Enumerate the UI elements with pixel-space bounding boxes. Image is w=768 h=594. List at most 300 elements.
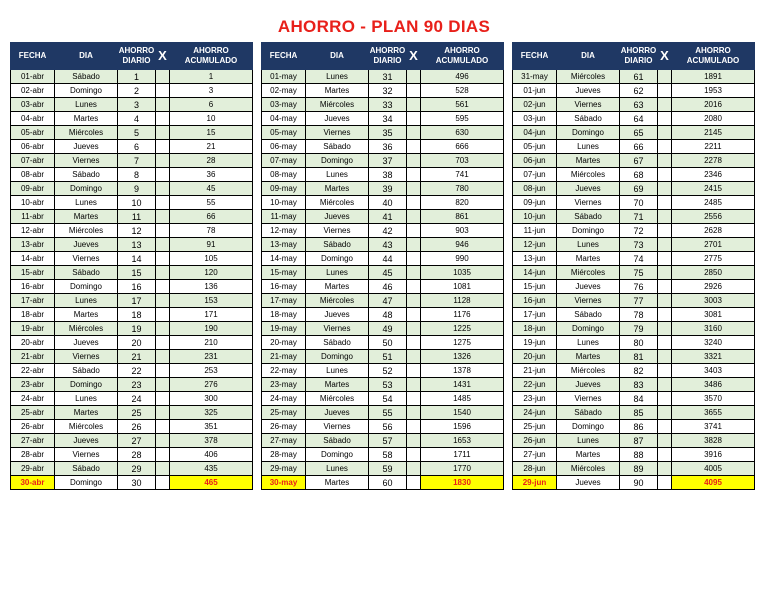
cell-ahorro-acumulado: 276	[170, 378, 253, 392]
cell-x	[156, 196, 170, 210]
cell-x	[658, 126, 672, 140]
cell-fecha: 15-abr	[11, 266, 55, 280]
cell-x	[407, 448, 421, 462]
cell-dia: Viernes	[306, 126, 369, 140]
cell-x	[407, 182, 421, 196]
cell-x	[407, 434, 421, 448]
cell-ahorro-diario: 52	[369, 364, 407, 378]
table-row	[513, 154, 755, 168]
cell-fecha: 05-may	[262, 126, 306, 140]
cell-ahorro-acumulado: 496	[421, 70, 504, 84]
cell-ahorro-acumulado: 1830	[421, 476, 504, 490]
cell-dia: Domingo	[55, 378, 118, 392]
cell-fecha: 19-jun	[513, 336, 557, 350]
table-row	[11, 252, 253, 266]
cell-ahorro-diario: 37	[369, 154, 407, 168]
cell-ahorro-diario: 82	[620, 364, 658, 378]
cell-x	[156, 112, 170, 126]
cell-fecha: 31-may	[513, 70, 557, 84]
cell-fecha: 14-jun	[513, 266, 557, 280]
cell-x	[407, 364, 421, 378]
cell-ahorro-diario: 32	[369, 84, 407, 98]
table-row	[513, 210, 755, 224]
cell-x	[156, 224, 170, 238]
cell-ahorro-acumulado: 780	[421, 182, 504, 196]
cell-ahorro-diario: 53	[369, 378, 407, 392]
cell-fecha: 26-abr	[11, 420, 55, 434]
table-row	[262, 266, 504, 280]
table-row	[262, 392, 504, 406]
table-row	[513, 364, 755, 378]
cell-dia: Domingo	[306, 448, 369, 462]
header-fecha: FECHA	[262, 43, 306, 70]
table-row	[262, 98, 504, 112]
cell-dia: Viernes	[55, 154, 118, 168]
cell-fecha: 26-may	[262, 420, 306, 434]
cell-x	[407, 378, 421, 392]
table-row	[262, 112, 504, 126]
table-row	[11, 336, 253, 350]
header-ahorro-diario	[118, 43, 156, 70]
table-row	[11, 406, 253, 420]
table-row	[11, 434, 253, 448]
cell-x	[407, 224, 421, 238]
cell-ahorro-acumulado: 561	[421, 98, 504, 112]
header-fecha: FECHA	[11, 43, 55, 70]
cell-ahorro-acumulado: 2926	[672, 280, 755, 294]
table-row	[513, 294, 755, 308]
cell-x	[156, 434, 170, 448]
cell-fecha: 22-abr	[11, 364, 55, 378]
cell-dia: Jueves	[557, 476, 620, 490]
cell-x	[407, 462, 421, 476]
cell-x	[156, 182, 170, 196]
cell-ahorro-diario: 25	[118, 406, 156, 420]
cell-dia: Martes	[557, 154, 620, 168]
cell-ahorro-acumulado: 55	[170, 196, 253, 210]
cell-ahorro-acumulado: 406	[170, 448, 253, 462]
table-row	[262, 280, 504, 294]
cell-ahorro-diario: 63	[620, 98, 658, 112]
cell-x	[658, 364, 672, 378]
table-row	[262, 70, 504, 84]
cell-ahorro-diario: 61	[620, 70, 658, 84]
savings-table-june	[512, 42, 755, 490]
table-row	[11, 364, 253, 378]
cell-ahorro-diario: 26	[118, 420, 156, 434]
cell-fecha: 18-jun	[513, 322, 557, 336]
table-row	[513, 462, 755, 476]
cell-fecha: 09-abr	[11, 182, 55, 196]
table-row	[262, 168, 504, 182]
page-title: AHORRO - PLAN 90 DIAS	[277, 17, 491, 36]
cell-ahorro-diario: 16	[118, 280, 156, 294]
table-row	[513, 434, 755, 448]
cell-fecha: 20-may	[262, 336, 306, 350]
cell-dia: Sábado	[306, 336, 369, 350]
cell-ahorro-diario: 65	[620, 126, 658, 140]
header-ahorro-diario-line2: DIARIO	[373, 56, 402, 65]
cell-ahorro-acumulado: 435	[170, 462, 253, 476]
table-row	[513, 322, 755, 336]
cell-dia: Jueves	[55, 140, 118, 154]
cell-ahorro-acumulado: 820	[421, 196, 504, 210]
cell-fecha: 08-may	[262, 168, 306, 182]
cell-fecha: 03-may	[262, 98, 306, 112]
cell-ahorro-acumulado: 325	[170, 406, 253, 420]
table-row	[262, 434, 504, 448]
table-row	[262, 196, 504, 210]
cell-x	[658, 98, 672, 112]
cell-dia: Jueves	[557, 378, 620, 392]
cell-dia: Domingo	[557, 420, 620, 434]
cell-dia: Sábado	[557, 308, 620, 322]
cell-ahorro-acumulado: 2211	[672, 140, 755, 154]
cell-x	[658, 280, 672, 294]
cell-ahorro-acumulado: 28	[170, 154, 253, 168]
cell-fecha: 14-may	[262, 252, 306, 266]
cell-fecha: 03-jun	[513, 112, 557, 126]
cell-x	[407, 266, 421, 280]
cell-dia: Miércoles	[306, 196, 369, 210]
cell-x	[407, 140, 421, 154]
table-row	[11, 420, 253, 434]
cell-dia: Sábado	[557, 210, 620, 224]
cell-ahorro-acumulado: 10	[170, 112, 253, 126]
cell-ahorro-acumulado: 1225	[421, 322, 504, 336]
table-row	[262, 462, 504, 476]
cell-ahorro-acumulado: 21	[170, 140, 253, 154]
cell-x	[658, 224, 672, 238]
cell-ahorro-acumulado: 990	[421, 252, 504, 266]
cell-ahorro-diario: 5	[118, 126, 156, 140]
cell-ahorro-acumulado: 3828	[672, 434, 755, 448]
header-ahorro-diario	[620, 43, 658, 70]
cell-dia: Martes	[55, 406, 118, 420]
cell-dia: Sábado	[55, 70, 118, 84]
cell-dia: Lunes	[55, 294, 118, 308]
cell-fecha: 16-may	[262, 280, 306, 294]
cell-fecha: 06-jun	[513, 154, 557, 168]
cell-fecha: 02-abr	[11, 84, 55, 98]
table-row	[262, 378, 504, 392]
cell-ahorro-diario: 43	[369, 238, 407, 252]
cell-ahorro-diario: 79	[620, 322, 658, 336]
table-row	[262, 126, 504, 140]
cell-fecha: 07-jun	[513, 168, 557, 182]
table-row	[513, 378, 755, 392]
cell-fecha: 09-may	[262, 182, 306, 196]
table-row	[11, 280, 253, 294]
table-row	[513, 196, 755, 210]
cell-x	[658, 406, 672, 420]
cell-x	[658, 434, 672, 448]
cell-ahorro-diario: 80	[620, 336, 658, 350]
cell-ahorro-acumulado: 2485	[672, 196, 755, 210]
cell-ahorro-diario: 39	[369, 182, 407, 196]
cell-ahorro-diario: 20	[118, 336, 156, 350]
cell-dia: Sábado	[55, 168, 118, 182]
cell-dia: Jueves	[306, 308, 369, 322]
cell-ahorro-acumulado: 1275	[421, 336, 504, 350]
cell-x	[156, 462, 170, 476]
cell-dia: Viernes	[557, 392, 620, 406]
table-row	[262, 140, 504, 154]
cell-ahorro-diario: 4	[118, 112, 156, 126]
cell-dia: Jueves	[306, 112, 369, 126]
cell-dia: Miércoles	[557, 462, 620, 476]
table-row	[11, 392, 253, 406]
cell-fecha: 05-abr	[11, 126, 55, 140]
table-row	[11, 126, 253, 140]
cell-ahorro-diario: 27	[118, 434, 156, 448]
cell-ahorro-diario: 47	[369, 294, 407, 308]
cell-x	[156, 154, 170, 168]
table-row	[262, 322, 504, 336]
header-ahorro-acumulado	[170, 43, 253, 70]
cell-fecha: 02-jun	[513, 98, 557, 112]
cell-ahorro-acumulado: 2775	[672, 252, 755, 266]
cell-dia: Lunes	[306, 70, 369, 84]
cell-fecha: 16-jun	[513, 294, 557, 308]
cell-ahorro-acumulado: 3081	[672, 308, 755, 322]
cell-x	[156, 406, 170, 420]
cell-fecha: 24-may	[262, 392, 306, 406]
cell-fecha: 14-abr	[11, 252, 55, 266]
cell-x	[658, 84, 672, 98]
table-row	[11, 210, 253, 224]
table-row	[262, 238, 504, 252]
cell-ahorro-diario: 86	[620, 420, 658, 434]
table-row	[513, 476, 755, 490]
table-row	[11, 448, 253, 462]
cell-ahorro-acumulado: 4005	[672, 462, 755, 476]
table-row	[513, 448, 755, 462]
cell-ahorro-acumulado: 1326	[421, 350, 504, 364]
cell-x	[658, 448, 672, 462]
cell-ahorro-acumulado: 946	[421, 238, 504, 252]
cell-x	[407, 476, 421, 490]
cell-fecha: 12-may	[262, 224, 306, 238]
cell-fecha: 16-abr	[11, 280, 55, 294]
cell-x	[156, 168, 170, 182]
table-row	[513, 252, 755, 266]
header-x: X	[156, 43, 170, 70]
cell-x	[407, 392, 421, 406]
cell-x	[156, 252, 170, 266]
cell-dia: Sábado	[55, 462, 118, 476]
cell-ahorro-diario: 14	[118, 252, 156, 266]
table-row	[513, 280, 755, 294]
cell-ahorro-acumulado: 171	[170, 308, 253, 322]
table-header-row	[262, 43, 504, 70]
cell-fecha: 08-abr	[11, 168, 55, 182]
cell-dia: Viernes	[306, 224, 369, 238]
cell-dia: Martes	[306, 182, 369, 196]
cell-fecha: 15-jun	[513, 280, 557, 294]
cell-ahorro-acumulado: 1176	[421, 308, 504, 322]
cell-dia: Domingo	[55, 182, 118, 196]
savings-table-april	[10, 42, 253, 490]
header-ahorro-diario	[369, 43, 407, 70]
cell-ahorro-diario: 71	[620, 210, 658, 224]
cell-fecha: 29-jun	[513, 476, 557, 490]
cell-ahorro-acumulado: 45	[170, 182, 253, 196]
cell-dia: Miércoles	[557, 364, 620, 378]
cell-ahorro-diario: 18	[118, 308, 156, 322]
cell-dia: Jueves	[55, 336, 118, 350]
cell-dia: Martes	[557, 448, 620, 462]
cell-x	[658, 266, 672, 280]
cell-x	[658, 182, 672, 196]
cell-ahorro-acumulado: 66	[170, 210, 253, 224]
table-row	[262, 308, 504, 322]
cell-x	[658, 476, 672, 490]
cell-fecha: 26-jun	[513, 434, 557, 448]
header-x: X	[407, 43, 421, 70]
cell-dia: Jueves	[557, 280, 620, 294]
cell-ahorro-acumulado: 78	[170, 224, 253, 238]
cell-ahorro-acumulado: 1035	[421, 266, 504, 280]
cell-x	[156, 350, 170, 364]
cell-x	[156, 98, 170, 112]
cell-dia: Domingo	[306, 252, 369, 266]
cell-x	[407, 70, 421, 84]
header-ahorro-acumulado-line1: AHORRO	[695, 46, 731, 55]
cell-ahorro-acumulado: 2415	[672, 182, 755, 196]
table-row	[11, 378, 253, 392]
cell-fecha: 28-may	[262, 448, 306, 462]
cell-fecha: 17-jun	[513, 308, 557, 322]
cell-dia: Martes	[306, 476, 369, 490]
cell-ahorro-diario: 85	[620, 406, 658, 420]
cell-ahorro-diario: 70	[620, 196, 658, 210]
cell-ahorro-diario: 41	[369, 210, 407, 224]
cell-x	[156, 308, 170, 322]
cell-fecha: 01-abr	[11, 70, 55, 84]
table-row	[513, 420, 755, 434]
table-body	[262, 70, 504, 490]
cell-ahorro-diario: 89	[620, 462, 658, 476]
header-ahorro-acumulado-line2: ACUMULADO	[435, 56, 489, 65]
table-row	[262, 84, 504, 98]
cell-dia: Lunes	[557, 238, 620, 252]
cell-ahorro-acumulado: 3	[170, 84, 253, 98]
cell-dia: Miércoles	[55, 126, 118, 140]
cell-fecha: 23-may	[262, 378, 306, 392]
cell-ahorro-diario: 22	[118, 364, 156, 378]
cell-dia: Viernes	[55, 252, 118, 266]
cell-dia: Martes	[306, 378, 369, 392]
cell-dia: Lunes	[306, 266, 369, 280]
cell-dia: Lunes	[557, 434, 620, 448]
header-ahorro-diario-line1: AHORRO	[620, 46, 657, 55]
cell-ahorro-diario: 12	[118, 224, 156, 238]
table-row	[513, 84, 755, 98]
cell-ahorro-diario: 50	[369, 336, 407, 350]
cell-ahorro-acumulado: 3003	[672, 294, 755, 308]
cell-x	[407, 168, 421, 182]
cell-dia: Martes	[55, 308, 118, 322]
cell-fecha: 08-jun	[513, 182, 557, 196]
cell-dia: Martes	[557, 350, 620, 364]
cell-ahorro-acumulado: 528	[421, 84, 504, 98]
cell-dia: Martes	[306, 280, 369, 294]
cell-ahorro-acumulado: 3321	[672, 350, 755, 364]
table-row	[11, 322, 253, 336]
cell-ahorro-diario: 42	[369, 224, 407, 238]
cell-dia: Miércoles	[557, 266, 620, 280]
cell-ahorro-diario: 13	[118, 238, 156, 252]
cell-ahorro-diario: 78	[620, 308, 658, 322]
cell-fecha: 06-may	[262, 140, 306, 154]
cell-ahorro-diario: 45	[369, 266, 407, 280]
cell-fecha: 04-may	[262, 112, 306, 126]
cell-x	[156, 448, 170, 462]
table-row	[11, 476, 253, 490]
cell-x	[407, 350, 421, 364]
cell-x	[407, 98, 421, 112]
cell-dia: Jueves	[55, 434, 118, 448]
cell-x	[658, 336, 672, 350]
cell-ahorro-acumulado: 1485	[421, 392, 504, 406]
cell-ahorro-diario: 81	[620, 350, 658, 364]
cell-ahorro-acumulado: 2556	[672, 210, 755, 224]
cell-fecha: 17-may	[262, 294, 306, 308]
table-row	[513, 182, 755, 196]
table-row	[262, 224, 504, 238]
cell-x	[156, 420, 170, 434]
cell-ahorro-acumulado: 3486	[672, 378, 755, 392]
cell-ahorro-diario: 9	[118, 182, 156, 196]
cell-ahorro-acumulado: 3570	[672, 392, 755, 406]
table-row	[262, 210, 504, 224]
cell-ahorro-diario: 60	[369, 476, 407, 490]
cell-fecha: 12-jun	[513, 238, 557, 252]
cell-ahorro-diario: 54	[369, 392, 407, 406]
cell-x	[407, 238, 421, 252]
cell-ahorro-acumulado: 3240	[672, 336, 755, 350]
cell-dia: Lunes	[557, 336, 620, 350]
cell-ahorro-acumulado: 378	[170, 434, 253, 448]
cell-ahorro-acumulado: 1431	[421, 378, 504, 392]
cell-ahorro-diario: 84	[620, 392, 658, 406]
cell-ahorro-diario: 46	[369, 280, 407, 294]
cell-ahorro-acumulado: 2346	[672, 168, 755, 182]
cell-dia: Martes	[55, 210, 118, 224]
table-row	[11, 168, 253, 182]
cell-fecha: 13-may	[262, 238, 306, 252]
cell-ahorro-diario: 35	[369, 126, 407, 140]
cell-x	[407, 308, 421, 322]
cell-dia: Lunes	[306, 364, 369, 378]
table-row	[513, 238, 755, 252]
header-dia: DIA	[306, 43, 369, 70]
header-ahorro-acumulado-line1: AHORRO	[444, 46, 480, 55]
cell-x	[658, 154, 672, 168]
cell-ahorro-diario: 31	[369, 70, 407, 84]
table-body	[513, 70, 755, 490]
cell-ahorro-acumulado: 190	[170, 322, 253, 336]
cell-dia: Viernes	[306, 420, 369, 434]
table-row	[513, 140, 755, 154]
cell-ahorro-acumulado: 2016	[672, 98, 755, 112]
header-ahorro-diario-line2: DIARIO	[122, 56, 151, 65]
cell-ahorro-diario: 87	[620, 434, 658, 448]
cell-ahorro-acumulado: 465	[170, 476, 253, 490]
cell-ahorro-diario: 21	[118, 350, 156, 364]
cell-fecha: 22-may	[262, 364, 306, 378]
